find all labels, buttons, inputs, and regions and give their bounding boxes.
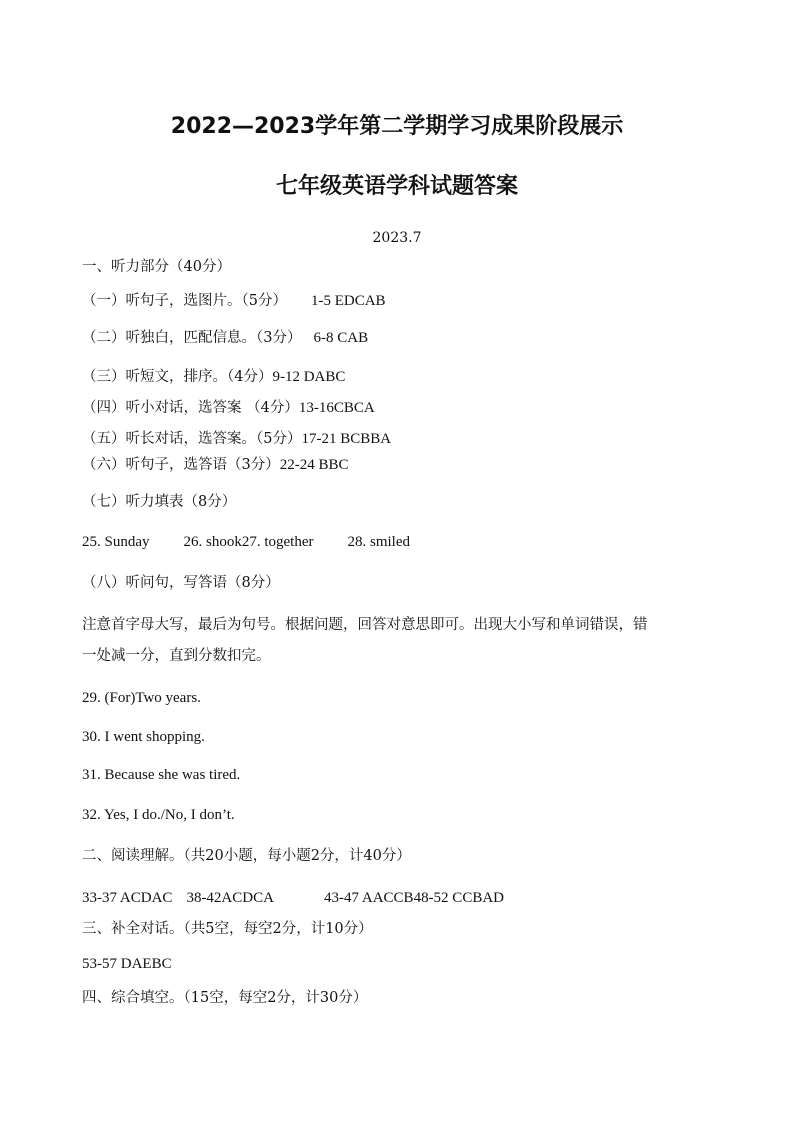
answer-26: 26. shook xyxy=(183,534,242,550)
section-listening-heading: 一、听力部分（40分） xyxy=(82,259,231,275)
part-6-label: （六）听句子，选答语（3分） xyxy=(82,457,280,473)
section-reading-heading: 二、阅读理解。（共20小题，每小题2分，计40分） xyxy=(82,848,411,864)
answer-31: 31. Because she was tired. xyxy=(82,767,241,783)
part-1-answer: 1-5 EDCAB xyxy=(310,293,386,309)
listening-part-7-label: （七）听力填表（8分） xyxy=(82,494,237,510)
reading-group-1: 33-37 ACDAC xyxy=(82,890,173,906)
answer-29: 29. (For)Two years. xyxy=(82,690,201,706)
listening-part-5 xyxy=(82,429,391,449)
answer-27: 27. together xyxy=(241,534,314,550)
answer-32: 32. Yes, I do./No, I don’t. xyxy=(82,807,235,823)
section-dialogue-heading: 三、补全对话。（共5空，每空2分，计10分） xyxy=(82,921,373,937)
listening-part-2 xyxy=(82,328,368,348)
title-line-1: 2022—2023学年第二学期学习成果阶段展示 xyxy=(170,114,624,139)
listening-part-4 xyxy=(82,398,375,418)
listening-blanks xyxy=(82,532,410,552)
section-cloze-heading: 四、综合填空。（15空，每空2分，计30分） xyxy=(82,990,368,1006)
part-2-answer: 6-8 CAB xyxy=(313,330,369,346)
listening-part-6 xyxy=(82,455,349,475)
dialogue-answer: 53-57 DAEBC xyxy=(82,956,172,972)
part-4-answer: 13-16CBCA xyxy=(298,400,375,416)
listening-part-3 xyxy=(82,367,345,387)
reading-group-4: 48-52 CCBAD xyxy=(413,890,504,906)
grading-note-line-2: 一处减一分，直到分数扣完。 xyxy=(82,648,271,664)
part-1-label: （一）听句子，选图片。（5分） xyxy=(82,293,287,309)
part-4-label: （四）听小对话，选答案 （4分） xyxy=(82,400,299,416)
part-6-answer: 22-24 BBC xyxy=(279,457,349,473)
part-2-label: （二）听独白，匹配信息。（3分） xyxy=(82,330,302,346)
answer-28: 28. smiled xyxy=(347,534,410,550)
part-3-answer: 9-12 DABC xyxy=(272,369,346,385)
part-5-answer: 17-21 BCBBA xyxy=(301,431,392,447)
answer-25: 25. Sunday xyxy=(82,534,150,550)
reading-group-2: 38-42ACDCA xyxy=(186,890,274,906)
answer-30: 30. I went shopping. xyxy=(82,729,205,745)
listening-part-8-label: （八）听问句，写答语（8分） xyxy=(82,575,280,591)
part-5-label: （五）听长对话，选答案。（5分） xyxy=(82,431,302,447)
date: 2023.7 xyxy=(372,230,422,246)
reading-answers xyxy=(82,888,504,908)
grading-note-line-1: 注意首字母大写，最后为句号。根据问题，回答对意思即可。出现大小写和单词错误，错 xyxy=(82,617,648,633)
title-line-2: 七年级英语学科试题答案 xyxy=(275,174,518,199)
part-3-label: （三）听短文，排序。（4分） xyxy=(82,369,273,385)
reading-group-3: 43-47 AACCB xyxy=(323,890,414,906)
listening-part-1 xyxy=(82,291,386,311)
